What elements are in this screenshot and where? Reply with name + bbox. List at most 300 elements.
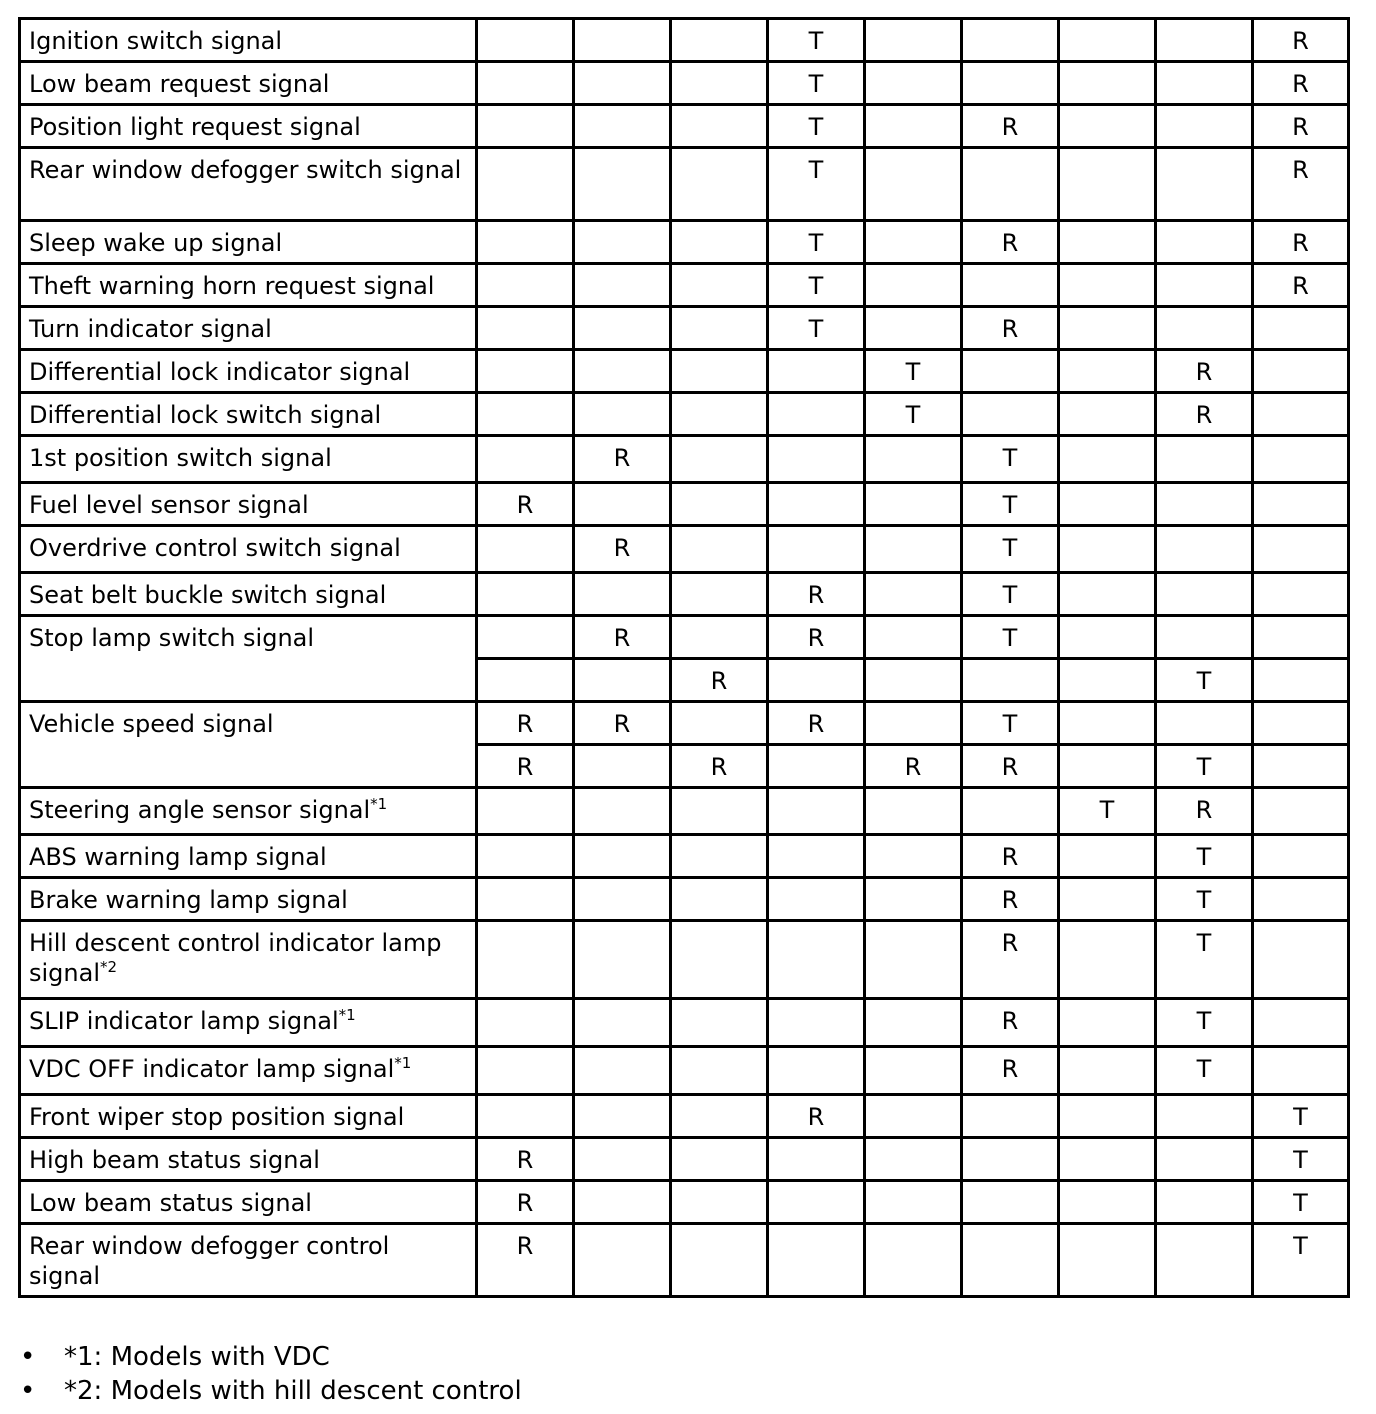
signal-cell bbox=[574, 483, 671, 526]
signal-cell: T bbox=[1156, 835, 1253, 878]
signal-cell bbox=[477, 105, 574, 148]
signal-cell: R bbox=[574, 616, 671, 659]
table-row bbox=[20, 1138, 1349, 1181]
table-row bbox=[20, 788, 1349, 835]
signal-cell bbox=[477, 878, 574, 921]
table-row bbox=[20, 1181, 1349, 1224]
signal-cell bbox=[768, 1181, 865, 1224]
signal-cell bbox=[477, 221, 574, 264]
signal-cell bbox=[865, 221, 962, 264]
signal-name bbox=[20, 835, 477, 878]
signal-name-text: 1st position switch signal bbox=[29, 444, 332, 472]
signal-cell: T bbox=[1156, 921, 1253, 999]
signal-cell bbox=[1253, 483, 1349, 526]
signal-cell: R bbox=[768, 573, 865, 616]
signal-cell bbox=[574, 105, 671, 148]
signal-cell: R bbox=[1253, 19, 1349, 62]
signal-cell bbox=[865, 1047, 962, 1095]
footnote-marker: *1 bbox=[370, 795, 388, 813]
signal-name bbox=[20, 436, 477, 483]
signal-cell bbox=[671, 526, 768, 573]
signal-cell bbox=[962, 350, 1059, 393]
signal-cell bbox=[671, 835, 768, 878]
signal-cell bbox=[1059, 221, 1156, 264]
signal-cell bbox=[1059, 264, 1156, 307]
signal-cell bbox=[962, 148, 1059, 221]
signal-cell bbox=[574, 573, 671, 616]
footnote-item bbox=[18, 1340, 522, 1374]
signal-cell bbox=[962, 788, 1059, 835]
signal-cell bbox=[865, 788, 962, 835]
signal-cell bbox=[1156, 1095, 1253, 1138]
signal-cell bbox=[671, 393, 768, 436]
footnote-item bbox=[18, 1374, 522, 1408]
signal-cell bbox=[865, 19, 962, 62]
signal-cell: T bbox=[768, 62, 865, 105]
signal-cell: T bbox=[1156, 745, 1253, 788]
signal-cell bbox=[865, 264, 962, 307]
signal-cell bbox=[1253, 393, 1349, 436]
signal-name bbox=[20, 573, 477, 616]
signal-cell: T bbox=[1156, 659, 1253, 702]
signal-cell bbox=[477, 1047, 574, 1095]
signal-cell bbox=[768, 1224, 865, 1297]
signal-cell bbox=[1059, 1181, 1156, 1224]
signal-name-text: Rear window defogger switch signal bbox=[29, 156, 462, 184]
signal-cell bbox=[671, 921, 768, 999]
signal-cell bbox=[671, 19, 768, 62]
signal-name bbox=[20, 526, 477, 573]
signal-cell: T bbox=[1253, 1095, 1349, 1138]
signal-cell: R bbox=[477, 745, 574, 788]
signal-cell bbox=[1253, 921, 1349, 999]
table-row bbox=[20, 573, 1349, 616]
signal-name bbox=[20, 62, 477, 105]
signal-cell bbox=[671, 1224, 768, 1297]
table-row bbox=[20, 921, 1349, 999]
signal-cell bbox=[671, 1095, 768, 1138]
signal-cell: R bbox=[1253, 264, 1349, 307]
signal-cell bbox=[477, 835, 574, 878]
signal-name-text: High beam status signal bbox=[29, 1146, 320, 1174]
signal-cell: T bbox=[768, 264, 865, 307]
signal-cell: T bbox=[865, 393, 962, 436]
signal-cell: T bbox=[962, 616, 1059, 659]
signal-cell: T bbox=[768, 307, 865, 350]
signal-name-text: Brake warning lamp signal bbox=[29, 886, 348, 914]
signal-cell bbox=[574, 350, 671, 393]
signal-cell: T bbox=[865, 350, 962, 393]
signal-name-text: Differential lock switch signal bbox=[29, 401, 382, 429]
signal-cell bbox=[962, 1181, 1059, 1224]
signal-cell bbox=[671, 702, 768, 745]
signal-cell bbox=[865, 573, 962, 616]
signal-cell bbox=[1059, 148, 1156, 221]
table-row bbox=[20, 835, 1349, 878]
signal-cell bbox=[1059, 62, 1156, 105]
signal-cell bbox=[477, 526, 574, 573]
signal-cell bbox=[768, 835, 865, 878]
signal-cell bbox=[1059, 307, 1156, 350]
signal-cell bbox=[477, 350, 574, 393]
table-row bbox=[20, 307, 1349, 350]
signal-name-text: Rear window defogger control signal bbox=[29, 1232, 390, 1290]
signal-cell bbox=[962, 19, 1059, 62]
table-row bbox=[20, 1047, 1349, 1095]
signal-cell bbox=[671, 350, 768, 393]
signal-cell bbox=[671, 105, 768, 148]
signal-cell bbox=[671, 148, 768, 221]
signal-cell: T bbox=[1156, 878, 1253, 921]
signal-cell bbox=[768, 526, 865, 573]
signal-cell: R bbox=[477, 702, 574, 745]
signal-cell bbox=[768, 1138, 865, 1181]
signal-cell: T bbox=[768, 105, 865, 148]
signal-cell: R bbox=[477, 1181, 574, 1224]
signal-cell bbox=[865, 105, 962, 148]
signal-cell bbox=[1253, 526, 1349, 573]
signal-cell bbox=[1156, 1138, 1253, 1181]
table-row bbox=[20, 62, 1349, 105]
signal-cell: T bbox=[1156, 1047, 1253, 1095]
signal-cell bbox=[962, 393, 1059, 436]
signal-name bbox=[20, 616, 477, 702]
signal-cell bbox=[574, 62, 671, 105]
signal-cell bbox=[1059, 105, 1156, 148]
signal-cell: R bbox=[574, 436, 671, 483]
signal-cell bbox=[768, 350, 865, 393]
signal-cell: R bbox=[962, 105, 1059, 148]
signal-cell bbox=[574, 1095, 671, 1138]
signal-table-body bbox=[20, 19, 1349, 1297]
can-signal-table bbox=[18, 17, 1350, 1298]
signal-cell bbox=[574, 878, 671, 921]
signal-cell: T bbox=[1059, 788, 1156, 835]
table-row bbox=[20, 483, 1349, 526]
signal-cell: T bbox=[1253, 1224, 1349, 1297]
signal-cell bbox=[1059, 921, 1156, 999]
signal-name-text: Stop lamp switch signal bbox=[29, 624, 315, 652]
signal-cell bbox=[1059, 483, 1156, 526]
signal-cell bbox=[574, 999, 671, 1047]
signal-cell bbox=[1156, 264, 1253, 307]
signal-cell: T bbox=[1253, 1181, 1349, 1224]
signal-name bbox=[20, 148, 477, 221]
signal-name bbox=[20, 221, 477, 264]
signal-cell bbox=[1059, 616, 1156, 659]
signal-cell: T bbox=[768, 19, 865, 62]
signal-cell bbox=[768, 745, 865, 788]
signal-name bbox=[20, 105, 477, 148]
signal-cell: R bbox=[962, 921, 1059, 999]
signal-cell bbox=[671, 1181, 768, 1224]
signal-cell: T bbox=[962, 702, 1059, 745]
signal-cell bbox=[1059, 745, 1156, 788]
bullet-icon: • bbox=[20, 1342, 36, 1372]
signal-cell bbox=[1156, 702, 1253, 745]
table-row bbox=[20, 526, 1349, 573]
signal-cell bbox=[865, 702, 962, 745]
signal-cell bbox=[671, 221, 768, 264]
signal-cell bbox=[1156, 1181, 1253, 1224]
signal-cell bbox=[1253, 307, 1349, 350]
signal-cell bbox=[477, 393, 574, 436]
signal-name-text: Low beam request signal bbox=[29, 70, 330, 98]
signal-name bbox=[20, 350, 477, 393]
signal-cell bbox=[574, 264, 671, 307]
signal-cell bbox=[574, 1224, 671, 1297]
signal-cell: R bbox=[962, 999, 1059, 1047]
table-row bbox=[20, 221, 1349, 264]
signal-cell: R bbox=[962, 307, 1059, 350]
signal-cell bbox=[1156, 483, 1253, 526]
signal-cell: T bbox=[768, 148, 865, 221]
signal-cell bbox=[962, 1138, 1059, 1181]
signal-name bbox=[20, 1181, 477, 1224]
signal-cell bbox=[1253, 659, 1349, 702]
signal-cell bbox=[1059, 436, 1156, 483]
signal-cell bbox=[1156, 573, 1253, 616]
signal-cell bbox=[865, 1224, 962, 1297]
signal-name bbox=[20, 1095, 477, 1138]
footnote-marker: *2 bbox=[100, 958, 118, 976]
signal-name-text: Low beam status signal bbox=[29, 1189, 312, 1217]
signal-cell bbox=[865, 1095, 962, 1138]
signal-cell bbox=[1059, 878, 1156, 921]
signal-name-text: Sleep wake up signal bbox=[29, 229, 283, 257]
signal-cell bbox=[1059, 526, 1156, 573]
signal-name-text: VDC OFF indicator lamp signal bbox=[29, 1055, 395, 1083]
signal-cell bbox=[574, 1181, 671, 1224]
signal-cell: R bbox=[1253, 105, 1349, 148]
signal-cell bbox=[671, 436, 768, 483]
table-row bbox=[20, 616, 1349, 659]
signal-cell bbox=[1253, 745, 1349, 788]
signal-cell bbox=[477, 659, 574, 702]
signal-cell bbox=[671, 616, 768, 659]
table-row bbox=[20, 999, 1349, 1047]
signal-name-text: ABS warning lamp signal bbox=[29, 843, 327, 871]
signal-cell bbox=[1253, 835, 1349, 878]
signal-cell bbox=[768, 436, 865, 483]
signal-cell: T bbox=[962, 526, 1059, 573]
table-row bbox=[20, 264, 1349, 307]
signal-cell bbox=[768, 1047, 865, 1095]
signal-cell bbox=[1059, 1095, 1156, 1138]
signal-cell bbox=[671, 788, 768, 835]
signal-cell bbox=[865, 526, 962, 573]
signal-cell bbox=[671, 307, 768, 350]
signal-cell: T bbox=[1253, 1138, 1349, 1181]
signal-cell bbox=[865, 436, 962, 483]
signal-cell bbox=[574, 788, 671, 835]
signal-cell: R bbox=[1253, 62, 1349, 105]
footnote-text: *2: Models with hill descent control bbox=[64, 1376, 522, 1406]
signal-cell bbox=[865, 659, 962, 702]
signal-cell bbox=[962, 1095, 1059, 1138]
signal-cell bbox=[1156, 148, 1253, 221]
signal-name bbox=[20, 788, 477, 835]
table-row bbox=[20, 878, 1349, 921]
signal-cell bbox=[1253, 702, 1349, 745]
signal-name bbox=[20, 19, 477, 62]
signal-cell bbox=[768, 393, 865, 436]
signal-name-text: Front wiper stop position signal bbox=[29, 1103, 405, 1131]
signal-cell bbox=[768, 999, 865, 1047]
signal-cell: R bbox=[1156, 350, 1253, 393]
signal-cell bbox=[1059, 659, 1156, 702]
signal-name-text: Seat belt buckle switch signal bbox=[29, 581, 387, 609]
signal-cell bbox=[1059, 1138, 1156, 1181]
table-row bbox=[20, 19, 1349, 62]
signal-name bbox=[20, 1138, 477, 1181]
signal-cell bbox=[1253, 350, 1349, 393]
table-row bbox=[20, 350, 1349, 393]
signal-cell bbox=[574, 921, 671, 999]
signal-cell bbox=[477, 999, 574, 1047]
signal-cell bbox=[477, 436, 574, 483]
signal-name-text: Differential lock indicator signal bbox=[29, 358, 411, 386]
signal-cell: R bbox=[477, 483, 574, 526]
signal-cell bbox=[768, 878, 865, 921]
signal-cell bbox=[962, 1224, 1059, 1297]
signal-cell bbox=[1156, 19, 1253, 62]
signal-cell bbox=[477, 573, 574, 616]
signal-cell bbox=[477, 62, 574, 105]
signal-cell: T bbox=[1156, 999, 1253, 1047]
footnote-text: *1: Models with VDC bbox=[64, 1342, 330, 1372]
signal-cell bbox=[671, 264, 768, 307]
signal-cell bbox=[477, 148, 574, 221]
bullet-icon: • bbox=[20, 1376, 36, 1406]
signal-cell bbox=[574, 1047, 671, 1095]
signal-cell: R bbox=[962, 745, 1059, 788]
signal-cell bbox=[1059, 573, 1156, 616]
signal-cell bbox=[574, 221, 671, 264]
signal-cell: R bbox=[1253, 148, 1349, 221]
signal-cell bbox=[574, 148, 671, 221]
signal-name-text: Fuel level sensor signal bbox=[29, 491, 309, 519]
signal-cell bbox=[768, 788, 865, 835]
signal-cell bbox=[671, 999, 768, 1047]
signal-cell bbox=[671, 573, 768, 616]
signal-cell: R bbox=[1156, 788, 1253, 835]
signal-cell bbox=[865, 148, 962, 221]
signal-cell: R bbox=[671, 659, 768, 702]
table-row bbox=[20, 436, 1349, 483]
signal-cell bbox=[477, 307, 574, 350]
signal-name bbox=[20, 393, 477, 436]
signal-cell bbox=[865, 999, 962, 1047]
signal-name bbox=[20, 307, 477, 350]
footnotes bbox=[18, 1340, 522, 1408]
signal-cell bbox=[477, 1095, 574, 1138]
signal-cell bbox=[574, 393, 671, 436]
signal-cell: R bbox=[962, 878, 1059, 921]
signal-cell bbox=[1253, 1047, 1349, 1095]
signal-cell: R bbox=[574, 702, 671, 745]
signal-cell: R bbox=[962, 835, 1059, 878]
signal-cell: R bbox=[477, 1138, 574, 1181]
signal-cell bbox=[477, 19, 574, 62]
signal-cell bbox=[671, 483, 768, 526]
footnote-marker: *1 bbox=[338, 1006, 356, 1024]
signal-cell bbox=[962, 659, 1059, 702]
signal-name-text: Position light request signal bbox=[29, 113, 361, 141]
signal-cell bbox=[1253, 436, 1349, 483]
signal-cell bbox=[1156, 307, 1253, 350]
signal-cell bbox=[477, 921, 574, 999]
signal-name bbox=[20, 483, 477, 526]
footnote-marker: *1 bbox=[394, 1054, 412, 1072]
signal-name-text: Ignition switch signal bbox=[29, 27, 283, 55]
signal-cell bbox=[865, 1138, 962, 1181]
signal-cell: T bbox=[962, 483, 1059, 526]
signal-cell bbox=[768, 659, 865, 702]
signal-name-text: Turn indicator signal bbox=[29, 315, 272, 343]
signal-name bbox=[20, 999, 477, 1047]
signal-name-text: Hill descent control indicator lamp signal bbox=[29, 929, 442, 987]
signal-cell bbox=[671, 878, 768, 921]
signal-cell bbox=[671, 1047, 768, 1095]
signal-cell bbox=[1059, 999, 1156, 1047]
signal-cell bbox=[1253, 573, 1349, 616]
signal-cell: R bbox=[671, 745, 768, 788]
signal-cell: R bbox=[768, 616, 865, 659]
signal-cell bbox=[1059, 350, 1156, 393]
signal-cell bbox=[962, 264, 1059, 307]
signal-cell: R bbox=[865, 745, 962, 788]
signal-name bbox=[20, 702, 477, 788]
signal-cell bbox=[865, 616, 962, 659]
signal-name-text: Overdrive control switch signal bbox=[29, 534, 401, 562]
signal-cell: R bbox=[768, 1095, 865, 1138]
signal-cell bbox=[1059, 19, 1156, 62]
signal-name bbox=[20, 1047, 477, 1095]
signal-cell bbox=[1059, 1224, 1156, 1297]
signal-cell bbox=[1156, 62, 1253, 105]
table-row bbox=[20, 148, 1349, 221]
signal-cell bbox=[477, 788, 574, 835]
signal-cell: T bbox=[962, 573, 1059, 616]
signal-cell bbox=[1156, 436, 1253, 483]
table-row bbox=[20, 1224, 1349, 1297]
signal-cell: T bbox=[768, 221, 865, 264]
signal-cell bbox=[574, 1138, 671, 1181]
table-row bbox=[20, 105, 1349, 148]
signal-cell bbox=[1156, 105, 1253, 148]
signal-cell bbox=[1156, 616, 1253, 659]
signal-cell bbox=[1156, 526, 1253, 573]
signal-cell bbox=[768, 921, 865, 999]
signal-cell: R bbox=[1156, 393, 1253, 436]
signal-name bbox=[20, 878, 477, 921]
signal-cell bbox=[574, 659, 671, 702]
signal-cell bbox=[477, 616, 574, 659]
signal-cell: R bbox=[768, 702, 865, 745]
signal-cell bbox=[865, 835, 962, 878]
signal-cell bbox=[865, 921, 962, 999]
signal-cell bbox=[768, 483, 865, 526]
signal-cell bbox=[962, 62, 1059, 105]
signal-cell bbox=[477, 264, 574, 307]
signal-cell bbox=[865, 62, 962, 105]
signal-cell: R bbox=[477, 1224, 574, 1297]
signal-cell bbox=[1156, 1224, 1253, 1297]
signal-cell bbox=[1253, 999, 1349, 1047]
signal-cell bbox=[865, 483, 962, 526]
signal-name bbox=[20, 264, 477, 307]
